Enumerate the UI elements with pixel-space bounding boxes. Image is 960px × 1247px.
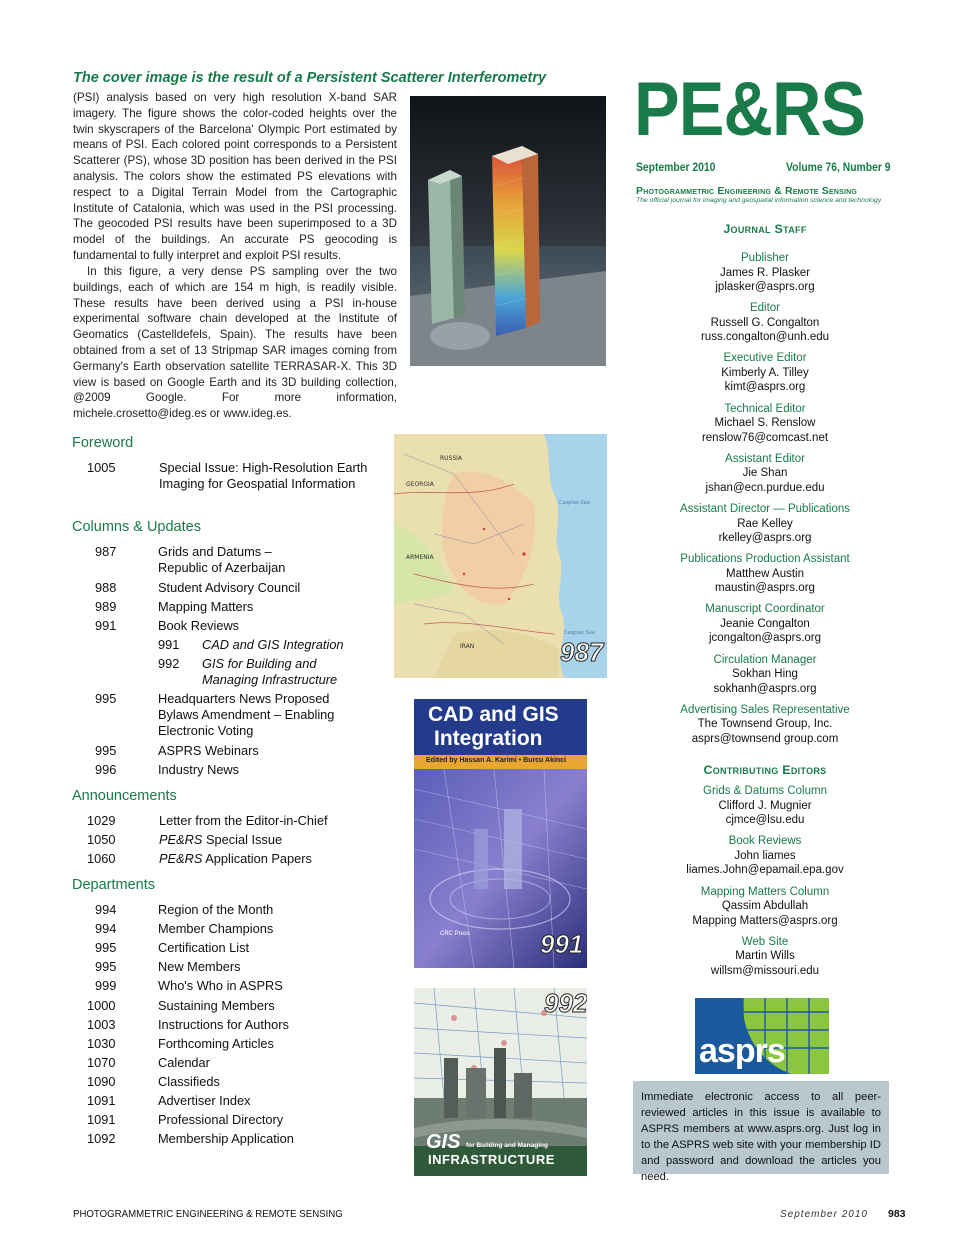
staff-entry (640, 703, 890, 747)
toc-page-number: 1003 (87, 1016, 116, 1032)
staff-role: Circulation Manager (713, 653, 817, 666)
cover-image (410, 96, 606, 366)
book1-editors: Edited by Hassan A. Karimi • Burcu Akinci (426, 757, 567, 764)
toc-page-number: 989 (95, 599, 117, 614)
toc-title (159, 851, 389, 867)
issue-date: September 2010 (636, 162, 716, 174)
toc-title: Membership Application (158, 1131, 294, 1147)
toc-page-number: 995 (95, 940, 117, 956)
staff-name: Sokhan Hing (732, 668, 798, 681)
staff-entry (640, 351, 890, 395)
staff-email[interactable]: asprs@townsend group.com (691, 732, 839, 745)
staff-email[interactable]: jshan@ecn.purdue.edu (705, 481, 825, 494)
staff-name: Qassim Abdullah (721, 900, 809, 913)
toc-page-number: 995 (95, 959, 117, 975)
staff-email[interactable]: cjmce@lsu.edu (725, 814, 805, 826)
toc-page-number: 995 (95, 691, 117, 706)
cover-caption-paragraph-2: In this figure, a very dense PS sampling over the two buildings, each of which are 154 m high, is readily visible. These results have been derived using a PSI in-house experimental software chain developed at the Institute of Geomatics (Castelldefels, Spain). The results have been obtained from a set of 13 Stripmap SAR images coming from Germany's Earth observation satellite TERRASAR-X. This 3D view is based on Google Earth and its 3D building collection, @2009 Google. For more information, michele.crosetto@ideg.es or www.ideg.es. (73, 265, 397, 421)
toc-title: Letter from the Editor-in-Chief (159, 813, 328, 828)
staff-role: Mapping Matters Column (700, 885, 830, 898)
issue-volume: Volume 76, Number 9 (786, 162, 891, 174)
staff-name: John liames (734, 849, 796, 862)
staff-role: Assistant Editor (725, 452, 805, 465)
toc-title: Professional Directory (158, 1112, 284, 1128)
staff-entry (640, 653, 890, 697)
toc-title: Member Champions (158, 921, 274, 937)
map-label: Caspian Sea (564, 630, 595, 636)
toc-title: Student Advisory Council (158, 580, 301, 595)
toc-title: Forthcoming Articles (158, 1035, 274, 1051)
page-tag-992: 992 (544, 988, 587, 1018)
staff-name: Michael S. Renslow (714, 417, 816, 430)
toc-title: Special Issue: High-Resolution Earth Imaging for Geospatial Information (159, 460, 368, 491)
cover-caption-heading: The cover image is the result of a Persistent Scatterer Interferometry (73, 70, 547, 86)
staff-entry (640, 552, 890, 596)
staff-entry (640, 784, 890, 828)
staff-email[interactable]: jcongalton@asprs.org (708, 632, 822, 645)
map-label: RUSSIA (440, 455, 463, 462)
toc-title: Industry News (158, 762, 240, 777)
toc-title-rest: Special Issue (202, 832, 283, 847)
book1-publisher: CRC Press (440, 931, 471, 937)
staff-role: Manuscript Coordinator (705, 603, 825, 616)
staff-name: Russell G. Congalton (710, 316, 820, 329)
map-label: GEORGIA (406, 481, 434, 488)
toc-title (159, 832, 389, 848)
staff-email[interactable]: Mapping Matters@asprs.org (692, 914, 838, 927)
staff-email[interactable]: russ.congalton@unh.edu (700, 331, 830, 344)
toc-title-journal: PE&RS (159, 832, 203, 847)
toc-page-number: 988 (95, 580, 117, 595)
journal-tagline: The official journal for imaging and geospatial information science and technology (636, 197, 882, 204)
toc-page-number: 1092 (87, 1131, 116, 1147)
staff-entry (640, 834, 890, 878)
staff-role: Assistant Director — Publications (679, 503, 850, 515)
staff-email[interactable]: kimt@asprs.org (724, 381, 806, 394)
toc-page-number: 1070 (87, 1054, 116, 1070)
footer-date: September 2010 (780, 1209, 868, 1220)
staff-entry (640, 301, 890, 345)
toc-page-number: 994 (95, 902, 117, 917)
book-cover-gis-infrastructure (414, 988, 587, 1176)
staff-name: Clifford J. Mugnier (718, 799, 812, 812)
staff-email[interactable]: renslow76@comcast.net (701, 431, 829, 444)
asprs-logo (695, 998, 829, 1074)
toc-title: Region of the Month (158, 902, 274, 917)
toc-title: Advertiser Index (158, 1093, 251, 1108)
page-tag-987: 987 (560, 637, 604, 667)
staff-name: Kimberly A. Tilley (721, 366, 809, 379)
toc-page-number: 987 (95, 544, 117, 559)
toc-page-number: 1000 (87, 997, 116, 1013)
toc-title: Mapping Matters (158, 599, 254, 614)
skyscrapers-illustration (410, 96, 606, 366)
map-label: IRAN (460, 643, 475, 650)
toc-title: CAD and GIS Integration (202, 637, 344, 652)
staff-entry (640, 502, 890, 546)
staff-name: Matthew Austin (726, 567, 804, 580)
toc-title: Book Reviews (158, 618, 240, 633)
azerbaijan-map-image (394, 434, 607, 678)
toc-title: Classifieds (158, 1073, 220, 1089)
book1-title-line2: Integration (434, 727, 543, 750)
staff-role: Executive Editor (723, 352, 807, 365)
staff-name: Martin Wills (735, 950, 795, 963)
toc-entry[interactable] (87, 460, 387, 510)
journal-logo: PE&RS (634, 67, 866, 152)
staff-email[interactable]: willsm@missouri.edu (710, 964, 820, 977)
toc-page-number: 991 (158, 637, 180, 652)
toc-page-number: 1029 (87, 813, 116, 828)
staff-email[interactable]: liames.John@epamail.epa.gov (686, 864, 844, 877)
toc-page-number: 996 (95, 762, 117, 777)
toc-title: Calendar (158, 1054, 210, 1070)
toc-page-number: 1030 (87, 1035, 116, 1051)
staff-name: James R. Plasker (719, 266, 811, 279)
staff-role: Web Site (741, 935, 789, 948)
toc-title: Instructions for Authors (158, 1016, 289, 1032)
toc-title: Sustaining Members (158, 997, 275, 1013)
page-tag-991: 991 (540, 929, 584, 959)
staff-entry (640, 251, 890, 295)
toc-title-rest: Application Papers (202, 851, 312, 866)
staff-entry (640, 402, 890, 446)
staff-entry (640, 935, 890, 979)
electronic-access-notice: Immediate electronic access to all peer-reviewed articles in this issue is available to ASPRS members at www.asprs.org. Just log in to the ASPRS web site with your membership ID and password and download the articles you need. (633, 1081, 889, 1174)
staff-email[interactable]: sokhanh@asprs.org (713, 682, 817, 695)
staff-name: Jie Shan (742, 467, 788, 480)
toc-title: New Members (158, 959, 241, 975)
journal-staff-heading: Journal Staff (723, 222, 807, 236)
toc-page-number: 1091 (87, 1093, 116, 1108)
toc-page-number: 999 (95, 978, 117, 994)
toc-page-number: 992 (158, 656, 180, 671)
staff-name: The Townsend Group, Inc. (697, 718, 833, 731)
toc-page-number: 994 (95, 921, 117, 937)
toc-heading-departments: Departments (72, 877, 156, 893)
staff-entry (640, 885, 890, 929)
toc-title-journal: PE&RS (159, 851, 203, 866)
toc-page-number: 1060 (87, 851, 116, 866)
toc-title: Certification List (158, 940, 250, 956)
toc-page-number: 1005 (87, 460, 116, 475)
staff-email[interactable]: maustin@asprs.org (715, 582, 815, 595)
contributing-editors-heading: Contributing Editors (703, 763, 827, 777)
staff-role: Editor (749, 302, 781, 315)
toc-page-number: 1090 (87, 1073, 116, 1089)
footer-journal-name: PHOTOGRAMMETRIC ENGINEERING & REMOTE SENSING (73, 1208, 343, 1220)
toc-heading-foreword: Foreword (72, 435, 134, 451)
toc-page-number: 995 (95, 743, 117, 758)
journal-full-name: Photogrammetric Engineering & Remote Sensing (636, 185, 858, 197)
staff-name: Rae Kelley (737, 517, 793, 530)
toc-page-number: 1050 (87, 832, 116, 847)
toc-heading-announcements: Announcements (72, 788, 177, 804)
page-number: 983 (888, 1208, 906, 1220)
toc-page-number: 991 (95, 618, 117, 633)
book1-title-line1: CAD and GIS (428, 703, 559, 726)
staff-role: Book Reviews (728, 835, 802, 848)
staff-role: Publications Production Assistant (680, 553, 850, 566)
book2-title-gis: GIS (426, 1131, 461, 1153)
staff-role: Publisher (741, 252, 789, 264)
asprs-wordmark: asprs (699, 1032, 785, 1070)
book2-title-small: for Building and Managing (466, 1142, 548, 1149)
toc-page-number: 1091 (87, 1112, 116, 1128)
toc-title: ASPRS Webinars (158, 743, 259, 758)
map-label: ARMENIA (406, 554, 434, 561)
staff-entry (640, 452, 890, 496)
toc-heading-columns: Columns & Updates (72, 519, 201, 535)
staff-entry (640, 602, 890, 646)
staff-role: Technical Editor (724, 402, 806, 415)
toc-title: Grids and Datums – Republic of Azerbaijan (158, 544, 286, 575)
toc-title: GIS for Building and Managing Infrastructure (202, 656, 338, 687)
book-cover-cad-gis (414, 699, 587, 968)
staff-name: Jeanie Congalton (720, 617, 810, 630)
map-label: Caspian Sea (559, 500, 590, 506)
toc-title: Who's Who in ASPRS (158, 978, 283, 994)
staff-email[interactable]: jplasker@asprs.org (715, 281, 815, 293)
book2-title-infrastructure: INFRASTRUCTURE (428, 1152, 555, 1167)
staff-role: Grids & Datums Column (703, 785, 827, 797)
staff-email[interactable]: rkelley@asprs.org (718, 532, 812, 544)
cover-caption-paragraph-1: (PSI) analysis based on very high resolution X-band SAR imagery. The figure shows the color-coded heights over the twin skyscrapers of the Barcelona' Olympic Port estimated by means of PSI. Each colored point corresponds to a Persistent Scatterer (PS), whose 3D position has been derived in the PSI analysis. The colors show the estimated PS elevations with respect to a Digital Terrain Model from the Cartographic Institute of Catalonia, which was used in the PSI processing. The geocoded PSI results have been superimposed to a 3D model of the buildings. An accurate PS geocoding is fundamental to fully interpret and exploit PSI results. (73, 91, 397, 262)
toc-title: Headquarters News Proposed Bylaws Amendment – Enabling Electronic Voting (158, 691, 335, 738)
staff-role: Advertising Sales Representative (680, 703, 850, 716)
